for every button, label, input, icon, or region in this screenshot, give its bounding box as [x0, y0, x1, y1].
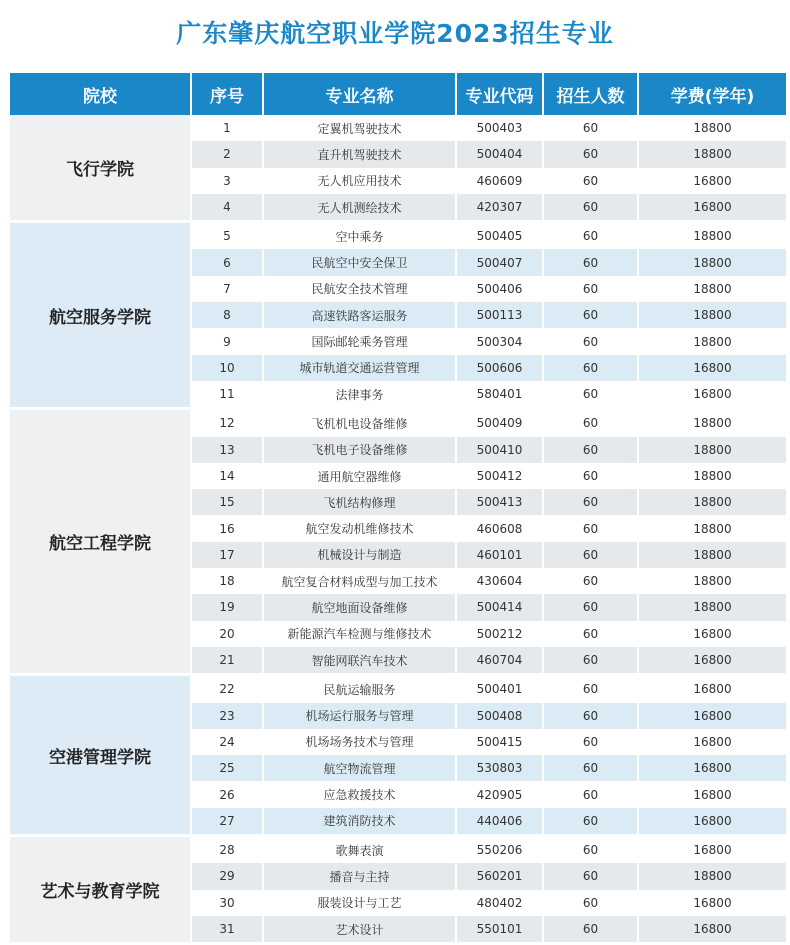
major-code: 500405 [456, 222, 543, 250]
major-code: 500304 [456, 328, 543, 354]
tuition-fee: 16800 [638, 355, 786, 381]
row-number: 10 [191, 355, 263, 381]
major-code: 430604 [456, 568, 543, 594]
row-number: 23 [191, 703, 263, 729]
tuition-fee: 16800 [638, 703, 786, 729]
tuition-fee: 18800 [638, 276, 786, 302]
table-row [10, 836, 786, 864]
row-number: 26 [191, 781, 263, 807]
major-name: 通用航空器维修 [263, 463, 456, 489]
tuition-fee: 16800 [638, 675, 786, 703]
tuition-fee: 16800 [638, 836, 786, 864]
header-college: 院校 [10, 73, 191, 115]
enrollment-count: 60 [543, 703, 638, 729]
college-name: 艺术与教育学院 [10, 836, 191, 943]
row-number: 21 [191, 647, 263, 675]
major-name: 歌舞表演 [263, 836, 456, 864]
major-name: 城市轨道交通运营管理 [263, 355, 456, 381]
major-code: 550206 [456, 836, 543, 864]
row-number: 25 [191, 755, 263, 781]
major-code: 500413 [456, 489, 543, 515]
enrollment-count: 60 [543, 409, 638, 437]
tuition-fee: 18800 [638, 515, 786, 541]
tuition-fee: 16800 [638, 755, 786, 781]
major-code: 500410 [456, 437, 543, 463]
major-name: 机场场务技术与管理 [263, 729, 456, 755]
majors-table [10, 73, 786, 942]
major-name: 机场运行服务与管理 [263, 703, 456, 729]
row-number: 31 [191, 916, 263, 942]
row-number: 20 [191, 621, 263, 647]
major-code: 420905 [456, 781, 543, 807]
tuition-fee: 18800 [638, 141, 786, 167]
major-name: 民航安全技术管理 [263, 276, 456, 302]
row-number: 29 [191, 863, 263, 889]
tuition-fee: 18800 [638, 463, 786, 489]
major-code: 440406 [456, 808, 543, 836]
major-code: 500409 [456, 409, 543, 437]
row-number: 15 [191, 489, 263, 515]
row-number: 9 [191, 328, 263, 354]
major-name: 播音与主持 [263, 863, 456, 889]
major-name: 飞机结构修理 [263, 489, 456, 515]
tuition-fee: 18800 [638, 863, 786, 889]
college-name: 航空服务学院 [10, 222, 191, 409]
row-number: 6 [191, 249, 263, 275]
enrollment-count: 60 [543, 381, 638, 409]
enrollment-count: 60 [543, 890, 638, 916]
table-row [10, 675, 786, 703]
row-number: 30 [191, 890, 263, 916]
tuition-fee: 18800 [638, 409, 786, 437]
major-code: 460609 [456, 168, 543, 194]
major-code: 500408 [456, 703, 543, 729]
major-code: 500401 [456, 675, 543, 703]
enrollment-count: 60 [543, 647, 638, 675]
major-name: 国际邮轮乘务管理 [263, 328, 456, 354]
college-name: 空港管理学院 [10, 675, 191, 836]
major-code: 560201 [456, 863, 543, 889]
enrollment-count: 60 [543, 836, 638, 864]
major-code: 550101 [456, 916, 543, 942]
enrollment-count: 60 [543, 621, 638, 647]
major-code: 500412 [456, 463, 543, 489]
major-name: 飞机机电设备维修 [263, 409, 456, 437]
enrollment-count: 60 [543, 355, 638, 381]
table-header-row [10, 73, 786, 115]
major-code: 500606 [456, 355, 543, 381]
major-code: 500403 [456, 115, 543, 141]
enrollment-count: 60 [543, 328, 638, 354]
table-row [10, 409, 786, 437]
tuition-fee: 18800 [638, 302, 786, 328]
enrollment-count: 60 [543, 302, 638, 328]
enrollment-count: 60 [543, 115, 638, 141]
enrollment-count: 60 [543, 194, 638, 222]
major-code: 460704 [456, 647, 543, 675]
major-name: 定翼机驾驶技术 [263, 115, 456, 141]
enrollment-count: 60 [543, 141, 638, 167]
header-enrollment: 招生人数 [543, 73, 638, 115]
enrollment-count: 60 [543, 594, 638, 620]
enrollment-count: 60 [543, 808, 638, 836]
tuition-fee: 18800 [638, 249, 786, 275]
major-name: 机械设计与制造 [263, 542, 456, 568]
tuition-fee: 18800 [638, 437, 786, 463]
header-tuition: 学费(学年) [638, 73, 786, 115]
table-row [10, 222, 786, 250]
tuition-fee: 16800 [638, 729, 786, 755]
major-name: 飞机电子设备维修 [263, 437, 456, 463]
tuition-fee: 16800 [638, 916, 786, 942]
tuition-fee: 16800 [638, 168, 786, 194]
enrollment-count: 60 [543, 168, 638, 194]
tuition-fee: 16800 [638, 808, 786, 836]
row-number: 12 [191, 409, 263, 437]
major-code: 500212 [456, 621, 543, 647]
enrollment-count: 60 [543, 489, 638, 515]
major-name: 法律事务 [263, 381, 456, 409]
major-name: 艺术设计 [263, 916, 456, 942]
enrollment-count: 60 [543, 916, 638, 942]
major-code: 480402 [456, 890, 543, 916]
college-name: 飞行学院 [10, 115, 191, 222]
enrollment-count: 60 [543, 675, 638, 703]
table-body [10, 115, 786, 942]
row-number: 14 [191, 463, 263, 489]
page-title: 广东肇庆航空职业学院2023招生专业 [176, 19, 614, 48]
major-code: 420307 [456, 194, 543, 222]
major-code: 460101 [456, 542, 543, 568]
major-code: 500113 [456, 302, 543, 328]
major-code: 580401 [456, 381, 543, 409]
major-name: 新能源汽车检测与维修技术 [263, 621, 456, 647]
major-code: 500406 [456, 276, 543, 302]
major-name: 空中乘务 [263, 222, 456, 250]
header-number: 序号 [191, 73, 263, 115]
major-code: 530803 [456, 755, 543, 781]
tuition-fee: 18800 [638, 568, 786, 594]
major-code: 500404 [456, 141, 543, 167]
tuition-fee: 18800 [638, 115, 786, 141]
major-name: 无人机应用技术 [263, 168, 456, 194]
major-name: 航空复合材料成型与加工技术 [263, 568, 456, 594]
enrollment-count: 60 [543, 463, 638, 489]
table-row [10, 115, 786, 141]
row-number: 28 [191, 836, 263, 864]
row-number: 4 [191, 194, 263, 222]
row-number: 7 [191, 276, 263, 302]
enrollment-count: 60 [543, 755, 638, 781]
enrollment-count: 60 [543, 781, 638, 807]
tuition-fee: 16800 [638, 381, 786, 409]
major-code: 460608 [456, 515, 543, 541]
tuition-fee: 16800 [638, 647, 786, 675]
major-name: 智能网联汽车技术 [263, 647, 456, 675]
row-number: 27 [191, 808, 263, 836]
row-number: 24 [191, 729, 263, 755]
college-name: 航空工程学院 [10, 409, 191, 675]
row-number: 2 [191, 141, 263, 167]
row-number: 19 [191, 594, 263, 620]
major-name: 直升机驾驶技术 [263, 141, 456, 167]
tuition-fee: 16800 [638, 621, 786, 647]
row-number: 5 [191, 222, 263, 250]
row-number: 1 [191, 115, 263, 141]
row-number: 13 [191, 437, 263, 463]
major-name: 航空地面设备维修 [263, 594, 456, 620]
major-name: 高速铁路客运服务 [263, 302, 456, 328]
major-code: 500414 [456, 594, 543, 620]
tuition-fee: 16800 [638, 781, 786, 807]
enrollment-count: 60 [543, 515, 638, 541]
row-number: 22 [191, 675, 263, 703]
enrollment-count: 60 [543, 276, 638, 302]
enrollment-count: 60 [543, 222, 638, 250]
enrollment-count: 60 [543, 863, 638, 889]
enrollment-count: 60 [543, 729, 638, 755]
tuition-fee: 18800 [638, 328, 786, 354]
tuition-fee: 18800 [638, 594, 786, 620]
tuition-fee: 16800 [638, 890, 786, 916]
major-name: 航空发动机维修技术 [263, 515, 456, 541]
row-number: 17 [191, 542, 263, 568]
major-code: 500407 [456, 249, 543, 275]
tuition-fee: 16800 [638, 194, 786, 222]
tuition-fee: 18800 [638, 222, 786, 250]
header-major-code: 专业代码 [456, 73, 543, 115]
row-number: 8 [191, 302, 263, 328]
major-name: 应急救援技术 [263, 781, 456, 807]
row-number: 16 [191, 515, 263, 541]
tuition-fee: 18800 [638, 542, 786, 568]
enrollment-count: 60 [543, 437, 638, 463]
enrollment-count: 60 [543, 249, 638, 275]
enrollment-count: 60 [543, 542, 638, 568]
tuition-fee: 18800 [638, 489, 786, 515]
enrollment-count: 60 [543, 568, 638, 594]
major-name: 航空物流管理 [263, 755, 456, 781]
major-name: 服装设计与工艺 [263, 890, 456, 916]
major-name: 建筑消防技术 [263, 808, 456, 836]
row-number: 11 [191, 381, 263, 409]
row-number: 18 [191, 568, 263, 594]
row-number: 3 [191, 168, 263, 194]
header-major-name: 专业名称 [263, 73, 456, 115]
major-code: 500415 [456, 729, 543, 755]
major-name: 无人机测绘技术 [263, 194, 456, 222]
major-name: 民航空中安全保卫 [263, 249, 456, 275]
major-name: 民航运输服务 [263, 675, 456, 703]
